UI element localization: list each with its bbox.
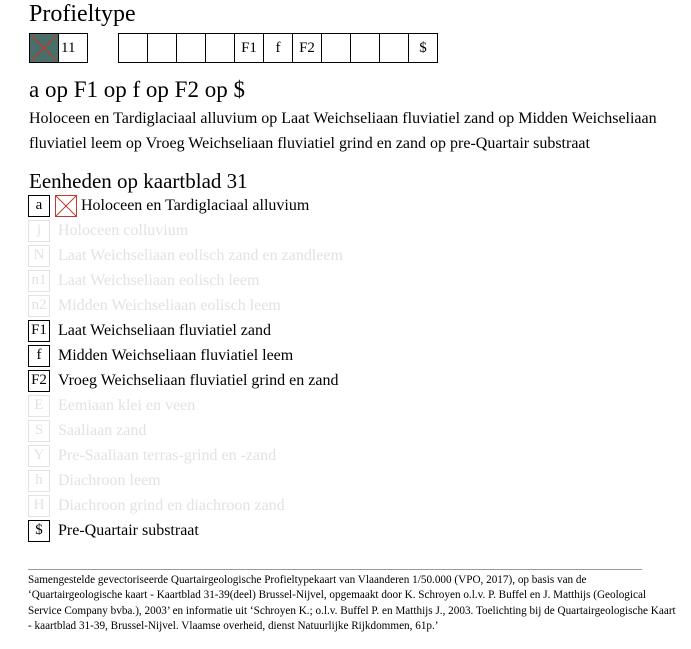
unit-code: H [28, 495, 50, 517]
unit-code: F2 [28, 370, 50, 392]
unit-label: Pre-Saaliaan terras-grind en -zand [58, 446, 277, 464]
source-note: Samengestelde gevectoriseerde Quartairgeologische Profieltypekaart van Vlaanderen 1/50.000 (VPO, 2017), op basis van de ‘Quartairgeologische kaart - Kaartblad 31-39(deel) Brussel-Nijvel, opgemaakt door K. Schroyen o.l.v. P. Buffel en J. Matthijs (Geological Service Company bvba.), 2003’ en informatie uit ‘Schroyen K.; o.l.v. Buffel P. en Matthijs J., 2003. Toelichting bij de Quartairgeologische Kaart - kaartblad 31-39, Brussel-Nijvel. Vlaamse overheid, dienst Natuurlijke Rijkdommen, 61p.’ [28, 574, 676, 633]
unit-row [28, 318, 343, 343]
unit-row [28, 368, 343, 393]
unit-row [28, 418, 343, 443]
unit-code: Y [28, 445, 50, 467]
unit-row [28, 493, 343, 518]
unit-label: Laat Weichseliaan eolisch zand en zandleem [58, 246, 343, 264]
unit-row [28, 218, 343, 243]
units-heading: Eenheden op kaartblad 31 [29, 169, 248, 193]
unit-label: Eemiaan klei en veen [58, 396, 196, 414]
unit-label: Midden Weichseliaan eolisch leem [58, 296, 281, 314]
profile-cell [205, 33, 235, 63]
profile-cell [176, 33, 206, 63]
profile-cell [321, 33, 351, 63]
page-title: Profieltype [29, 1, 136, 27]
unit-code: j [28, 220, 50, 242]
profile-cell: F2 [292, 33, 322, 63]
unit-row [28, 243, 343, 268]
unit-label: Saaliaan zand [58, 421, 147, 439]
unit-code: n2 [28, 295, 50, 317]
profile-description: Holoceen en Tardiglaciaal alluvium op Laat Weichseliaan fluviatiel zand op Midden Weichseliaan fluviatiel leem op Vroeg Weichseliaan fluviatiel grind en zand op pre-Quartair substraat [29, 110, 657, 152]
unit-label: Midden Weichseliaan fluviatiel leem [58, 346, 294, 364]
unit-code: E [28, 395, 50, 417]
unit-code: h [28, 470, 50, 492]
unit-code: f [28, 345, 50, 367]
unit-label: Diachroon grind en diachroon zand [58, 496, 285, 514]
unit-row [28, 293, 343, 318]
profile-cell [118, 33, 148, 63]
unit-row [28, 393, 343, 418]
unit-label: Holoceen en Tardiglaciaal alluvium [81, 196, 310, 214]
hatched-alluvium-icon [55, 195, 77, 217]
profile-cell [350, 33, 380, 63]
unit-code: F1 [28, 320, 50, 342]
unit-row [28, 193, 343, 218]
hatched-alluvium-icon [29, 33, 59, 63]
profile-sequence-cells [118, 33, 438, 63]
unit-label: Vroeg Weichseliaan fluviatiel grind en zand [58, 371, 339, 389]
profile-cell: F1 [234, 33, 264, 63]
unit-code: n1 [28, 270, 50, 292]
unit-row [28, 518, 343, 543]
profile-lead-cells [29, 33, 88, 63]
unit-code: N [28, 245, 50, 267]
unit-row [28, 443, 343, 468]
profile-cell: f [263, 33, 293, 63]
profile-cell [379, 33, 409, 63]
unit-code: S [28, 420, 50, 442]
unit-row [28, 343, 343, 368]
unit-row [28, 268, 343, 293]
unit-code: a [28, 195, 50, 217]
unit-label: Diachroon leem [58, 471, 161, 489]
unit-label: Pre-Quartair substraat [58, 521, 199, 539]
unit-label: Laat Weichseliaan fluviatiel zand [58, 321, 271, 339]
unit-code: $ [28, 520, 50, 542]
profile-type-code: 11 [58, 33, 88, 63]
profile-cell [147, 33, 177, 63]
unit-label: Laat Weichseliaan eolisch leem [58, 271, 260, 289]
unit-label: Holoceen colluvium [58, 221, 189, 239]
profile-cell: $ [408, 33, 438, 63]
profile-formula: a op F1 op f op F2 op $ [29, 77, 245, 102]
units-legend [28, 193, 343, 543]
source-divider [28, 569, 642, 570]
unit-row [28, 468, 343, 493]
